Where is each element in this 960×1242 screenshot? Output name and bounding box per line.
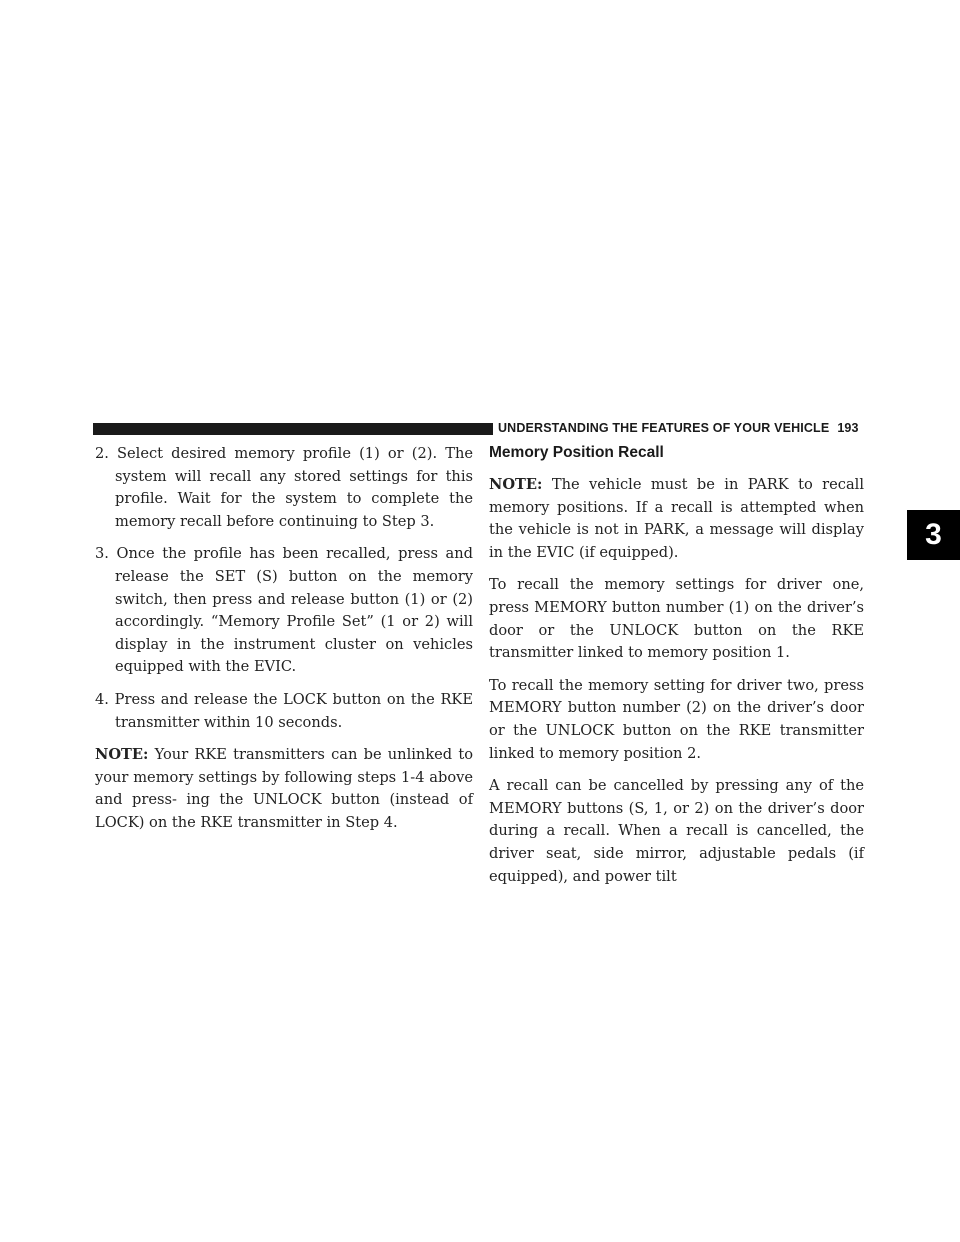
note-label: NOTE: xyxy=(95,746,149,764)
driver-one-paragraph: To recall the memory settings for driver one, press MEMORY button number (1) on the driver’s door or the UNLOCK button on the RKE transmitter linked to memory position 1. xyxy=(489,576,864,662)
running-header xyxy=(498,419,859,437)
unlink-note xyxy=(95,744,473,834)
step-3: 3. Once the profile has been recalled, press and release the SET (S) button on the memory switch, then press and release button (1) or (2) accordingly. “Memory Profile Set” (1 or 2) will display in the instrument cluster on vehicles equipped with the EVIC. xyxy=(95,545,473,676)
driver-two-paragraph: To recall the memory setting for driver two, press MEMORY button number (2) on the driver’s door or the UNLOCK button on the RKE transmitter linked to memory position 2. xyxy=(489,676,864,762)
cancel-recall-paragraph: A recall can be cancelled by pressing any of the MEMORY buttons (S, 1, or 2) on the driver’s door during a recall. When a recall is cancelled, the driver seat, side mirror, adjustable pedals (if equipped), and power tilt xyxy=(489,777,864,885)
park-note xyxy=(489,474,864,564)
section-heading: Memory Position Recall xyxy=(489,444,664,461)
chapter-tab: 3 xyxy=(907,510,960,560)
right-column xyxy=(489,443,864,898)
note-text: The vehicle must be in PARK to recall memory positions. If a recall is attempted when the vehicle is not in PARK, a message will display in the EVIC (if equipped). xyxy=(489,476,864,561)
note-label: NOTE: xyxy=(489,476,543,493)
step-2: 2. Select desired memory profile (1) or (2). The system will recall any stored settings for this profile. Wait for the system to complete the memory recall before continuing to Step 3. xyxy=(95,445,473,530)
header-rule xyxy=(93,423,493,435)
left-column xyxy=(95,443,473,845)
page-number: 193 xyxy=(837,421,859,435)
header-title: UNDERSTANDING THE FEATURES OF YOUR VEHICLE xyxy=(498,421,830,435)
step-4: 4. Press and release the LOCK button on the RKE transmitter within 10 seconds. xyxy=(95,690,473,731)
note-text: Your RKE transmitters can be unlinked to your memory settings by following steps 1-4 above and press- ing the UNLOCK button (instead of LOCK) on the RKE transmitter in Step 4. xyxy=(95,746,473,831)
